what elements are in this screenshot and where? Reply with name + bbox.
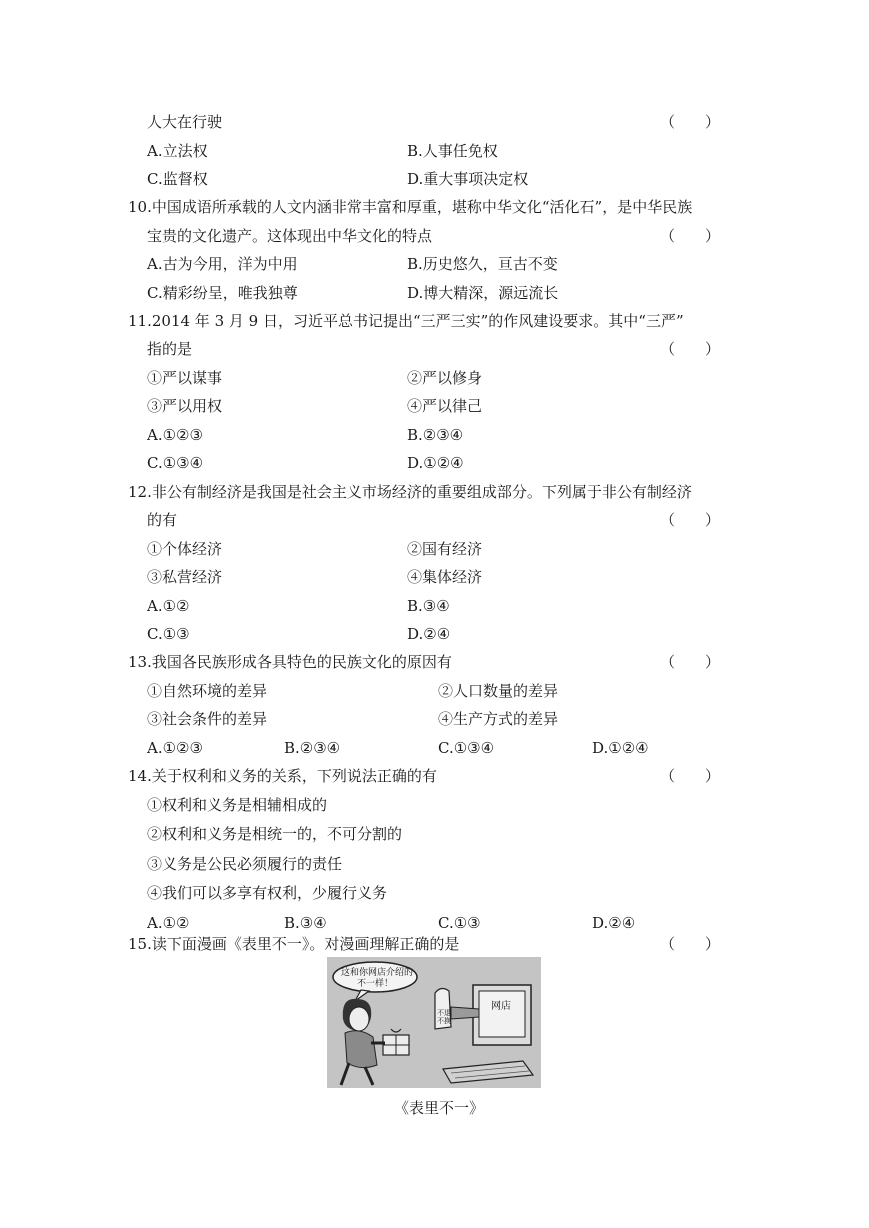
bubble-text: 这和你网店介绍的 bbox=[341, 968, 414, 978]
bubble-text-2: 不一样！ bbox=[357, 979, 394, 989]
q11-item-4: ④严以律己 bbox=[407, 397, 483, 415]
q14-item-2: ②权利和义务是相统一的，不可分割的 bbox=[147, 825, 403, 843]
q10-stem-line2: 宝贵的文化遗产。这体现出中华文化的特点 bbox=[147, 227, 433, 245]
q11-option-a: A.①②③ bbox=[147, 426, 203, 444]
sign-text: 不退 bbox=[437, 1009, 451, 1017]
q11-item-3: ③严以用权 bbox=[147, 397, 223, 415]
q13-option-c: C.①③④ bbox=[438, 739, 495, 757]
cartoon-caption: 《表里不一》 bbox=[394, 1099, 485, 1117]
q13-option-a: A.①②③ bbox=[147, 739, 203, 757]
q11-option-b: B.②③④ bbox=[407, 426, 464, 444]
q11-stem-line2: 指的是 bbox=[147, 340, 193, 358]
q11-stem-line1: 11.2014 年 3 月 9 日，习近平总书记提出“三严三实”的作风建设要求。其中“三严” bbox=[128, 312, 684, 330]
q13-option-d: D.①②④ bbox=[592, 739, 649, 757]
q9-stem-tail: 人大在行驶 bbox=[147, 113, 223, 131]
q11-item-1: ①严以谋事 bbox=[147, 369, 223, 387]
q10-option-d: D.博大精深，源远流长 bbox=[407, 284, 559, 302]
q12-item-4: ④集体经济 bbox=[407, 568, 483, 586]
sign-text-2: 不换 bbox=[437, 1017, 451, 1025]
q14-item-4: ④我们可以多享有权利，少履行义务 bbox=[147, 884, 388, 902]
q13-item-2: ②人口数量的差异 bbox=[438, 682, 559, 700]
q14-option-d: D.②④ bbox=[592, 914, 636, 932]
q12-option-d: D.②④ bbox=[407, 625, 451, 643]
q9-option-b: B.人事任免权 bbox=[407, 142, 498, 160]
q10-answer-paren: （ ） bbox=[660, 227, 721, 245]
q10-option-b: B.历史悠久，亘古不变 bbox=[407, 255, 558, 273]
q12-option-a: A.①② bbox=[147, 597, 190, 615]
q14-item-3: ③义务是公民必须履行的责任 bbox=[147, 855, 343, 873]
q12-option-c: C.①③ bbox=[147, 625, 190, 643]
q12-item-2: ②国有经济 bbox=[407, 540, 483, 558]
q9-option-d: D.重大事项决定权 bbox=[407, 170, 529, 188]
q14-item-1: ①权利和义务是相辅相成的 bbox=[147, 796, 328, 814]
q14-option-c: C.①③ bbox=[438, 914, 481, 932]
q11-item-2: ②严以修身 bbox=[407, 369, 483, 387]
q12-item-1: ①个体经济 bbox=[147, 540, 223, 558]
q11-answer-paren: （ ） bbox=[660, 340, 721, 358]
q14-stem-line1: 14.关于权利和义务的关系，下列说法正确的有 bbox=[128, 767, 437, 785]
q11-option-c: C.①③④ bbox=[147, 454, 204, 472]
q12-item-3: ③私营经济 bbox=[147, 568, 223, 586]
cartoon-image bbox=[327, 957, 541, 1088]
cartoon-drawing bbox=[327, 957, 541, 1088]
q13-answer-paren: （ ） bbox=[660, 653, 721, 671]
q12-stem-line1: 12.非公有制经济是我国是社会主义市场经济的重要组成部分。下列属于非公有制经济 bbox=[128, 483, 692, 501]
q12-stem-line2: 的有 bbox=[147, 511, 178, 529]
q12-option-b: B.③④ bbox=[407, 597, 450, 615]
q14-answer-paren: （ ） bbox=[660, 767, 721, 785]
q13-item-1: ①自然环境的差异 bbox=[147, 682, 268, 700]
q10-stem-line1: 10.中国成语所承载的人文内涵非常丰富和厚重，堪称中华文化“活化石”，是中华民族 bbox=[128, 198, 693, 216]
q15-stem-line1: 15.读下面漫画《表里不一》。对漫画理解正确的是 bbox=[128, 935, 460, 953]
q9-option-a: A.立法权 bbox=[147, 142, 208, 160]
q9-option-c: C.监督权 bbox=[147, 170, 208, 188]
q14-option-b: B.③④ bbox=[284, 914, 327, 932]
woman-body bbox=[345, 1031, 377, 1068]
q12-answer-paren: （ ） bbox=[660, 511, 721, 529]
q10-option-c: C.精彩纷呈，唯我独尊 bbox=[147, 284, 298, 302]
q13-option-b: B.②③④ bbox=[284, 739, 341, 757]
q9-answer-paren: （ ） bbox=[660, 113, 721, 131]
q13-item-3: ③社会条件的差异 bbox=[147, 710, 268, 728]
q15-answer-paren: （ ） bbox=[660, 935, 721, 953]
screen-text: 网店 bbox=[491, 1001, 511, 1012]
q13-item-4: ④生产方式的差异 bbox=[438, 710, 559, 728]
q11-option-d: D.①②④ bbox=[407, 454, 464, 472]
q13-stem-line1: 13.我国各民族形成各具特色的民族文化的原因有 bbox=[128, 653, 452, 671]
q14-option-a: A.①② bbox=[147, 914, 190, 932]
q10-option-a: A.古为今用，洋为中用 bbox=[147, 255, 298, 273]
